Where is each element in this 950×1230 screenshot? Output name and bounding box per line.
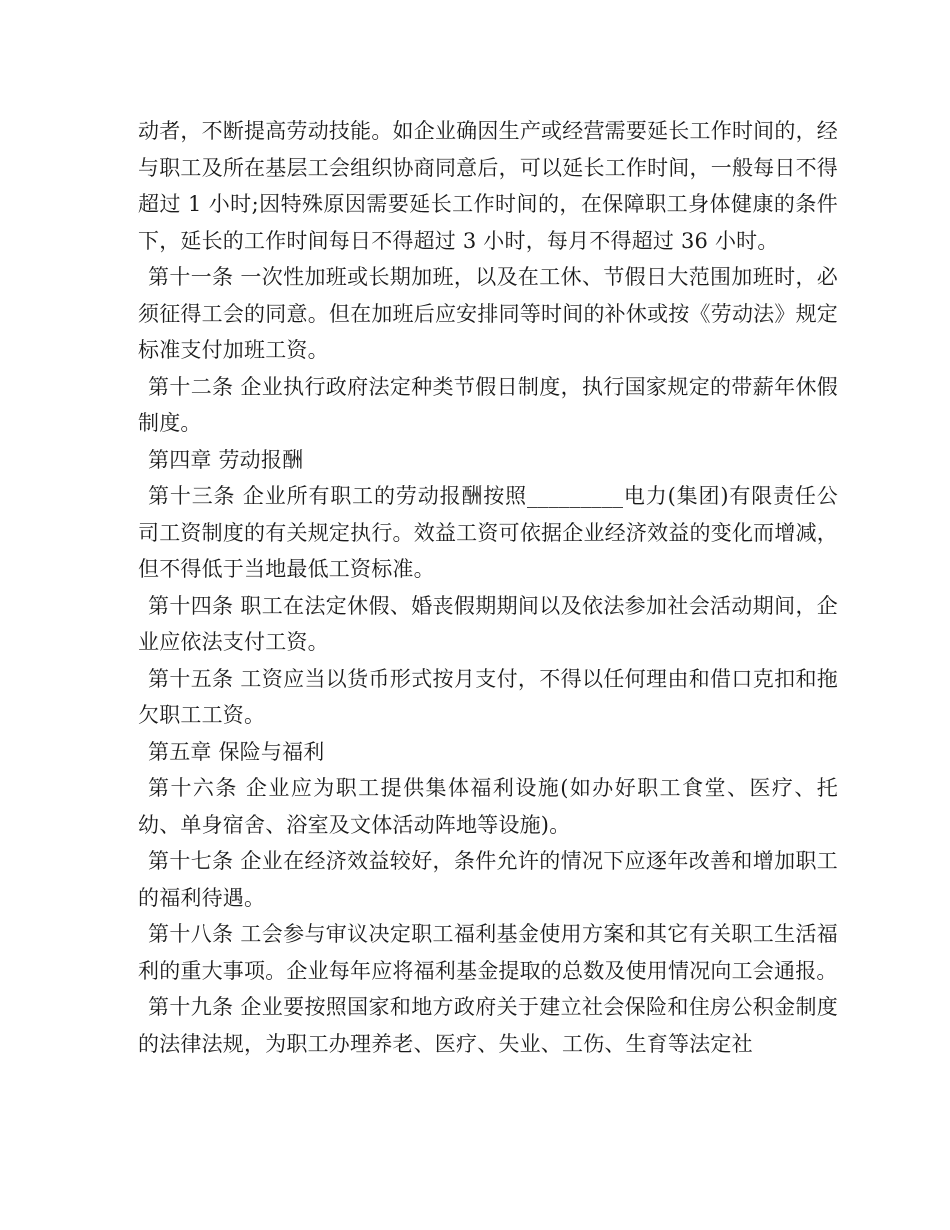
- paragraph-continuation: 动者，不断提高劳动技能。如企业确因生产或经营需要延长工作时间的，经与职工及所在基层工会组织协商同意后，可以延长工作时间，一般每日不得超过 1 小时;因特殊原因需要延长工作时间的，在保障职工身体健康的条件下，延长的工作时间每日不得超过 3 小时，每月不得超过 36 小时。: [138, 119, 838, 253]
- article-19: 第十九条 企业要按照国家和地方政府关于建立社会保险和住房公积金制度的法律法规，为职工办理养老、医疗、失业、工伤、生育等法定社: [138, 995, 838, 1056]
- article-12: 第十二条 企业执行政府法定种类节假日制度，执行国家规定的带薪年休假制度。: [138, 374, 838, 435]
- document-page: [138, 113, 838, 1062]
- article-17: 第十七条 企业在经济效益较好，条件允许的情况下应逐年改善和增加职工的福利待遇。: [138, 849, 838, 910]
- article-15: 第十五条 工资应当以货币形式按月支付，不得以任何理由和借口克扣和拖欠职工工资。: [138, 666, 838, 727]
- article-18: 第十八条 工会参与审议决定职工福利基金使用方案和其它有关职工生活福利的重大事项。企业每年应将福利基金提取的总数及使用情况向工会通报。: [138, 922, 838, 983]
- article-11: 第十一条 一次性加班或长期加班，以及在工休、节假日大范围加班时，必须征得工会的同意。但在加班后应安排同等时间的补休或按《劳动法》规定标准支付加班工资。: [138, 265, 838, 362]
- article-16: 第十六条 企业应为职工提供集体福利设施(如办好职工食堂、医疗、托幼、单身宿舍、浴室及文体活动阵地等设施)。: [138, 776, 838, 837]
- article-13: 第十三条 企业所有职工的劳动报酬按照_________电力(集团)有限责任公司工资制度的有关规定执行。效益工资可依据企业经济效益的变化而增减，但不得低于当地最低工资标准。: [138, 484, 838, 581]
- article-14: 第十四条 职工在法定休假、婚丧假期期间以及依法参加社会活动期间，企业应依法支付工资。: [138, 593, 838, 654]
- chapter-4-heading: 第四章 劳动报酬: [148, 447, 304, 472]
- chapter-5-heading: 第五章 保险与福利: [148, 739, 325, 764]
